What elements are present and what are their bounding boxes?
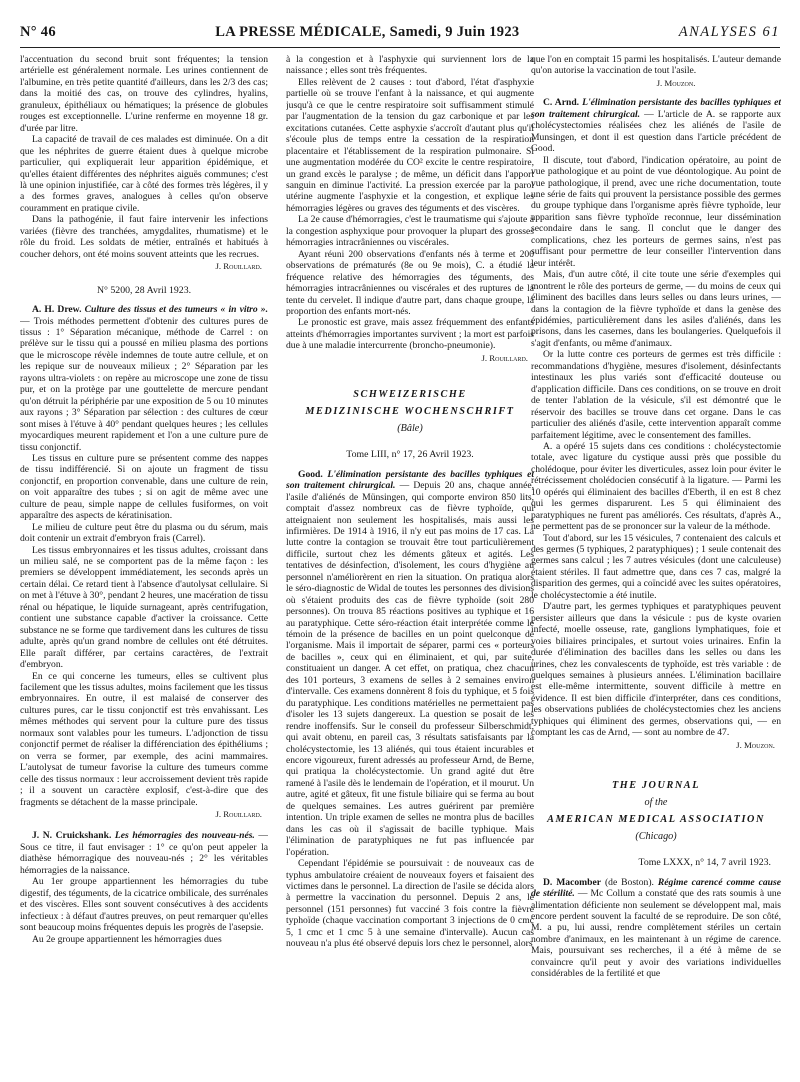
- header-rule: [20, 47, 780, 48]
- journal-name-line-2: of the: [644, 797, 668, 809]
- journal-name-line-2: MEDIZINISCHE WOCHENSCHRIFT: [305, 406, 515, 418]
- paragraph: Le pronostic est grave, mais assez fréquemment des enfants atteints d'hémorragies importantes survivent ; la mort est parfois due à une maladie intercurrente (broncho-pneumonie).: [286, 317, 534, 352]
- article-author: D. Macomber: [543, 876, 602, 888]
- article-text: — L'article de A. se rapporte aux cholécystectomies réalisées chez les aliénés de l'asile de Munsingen, et dont il est question dans l'article précédent de Good.: [531, 108, 781, 155]
- article-author: A. H. Drew.: [32, 304, 82, 316]
- paragraph: Au 1er groupe appartiennent les hémorragies du tube digestif, des téguments, de la cicatrice ombilicale, des surrénales et des viscères. Elles sont souvent consécutives à des accidents infectieux : à défaut d'autres preuves, on peut remarquer qu'elles sont beaucoup moins fréquentes depuis les progrès de l'asepsie.: [20, 876, 268, 934]
- paragraph: La capacité de travail de ces malades est diminuée. On a dit que les néphrites de guerre étaient dues à quelque microbe particulier, qui expliquerait leur apparition épidémique, et qu'elles étaient différentes des néphrites aiguës communes; c'est là une opinion injustifiée, car à côté des formes très légères, il y a des formes graves, analogues à celles qu'on observe couramment en pratique civile.: [20, 134, 268, 214]
- article-title: Les hémorragies des nouveau-nés.: [114, 830, 255, 842]
- paragraph: A. a opéré 15 sujets dans ces conditions : cholécystectomie totale, avec ligature du cystique aussi près que possible du cholédoque, pour éviter les diverticules, assez loin pour éviter le rétrécissement cholédocien consécutif à la ligature. — Parmi les 10 opérés qui éliminaient des bacilles d'Eberth, il en est 8 chez qui les germes disparurent. Les 5 qui éliminaient des paratyphiques ne furent pas améliorés. Ces résultats, d'après A., ne permettent pas de se prononcer sur la valeur de la méthode.: [531, 440, 781, 533]
- paragraph: Les tissus embryonnaires et les tissus adultes, croissant dans un milieu salé, ne se comportent pas de la même façon : les premiers se développent immédiatement, les seconds après un certain délai. Ce retard tient à l'absence d'autolysat cellulaire. Si on met à l'étuve à 30°, pendant 2 heures, une macération de tissu rénal ou hépatique, le liquide surnageant, après centrifugation, contient une substance capable d'activer la croissance. Cette substance ne se forme que tardivement dans les cultures de tissu adulte, après qu'un grand nombre de cellules ont été détruites. Elle paraît différer, par certains caractères, de l'extrait d'embryon.: [20, 544, 268, 671]
- page-number: N° 46: [20, 24, 56, 40]
- article-author: J. N. Cruickshank.: [32, 830, 112, 842]
- article-author: C. Arnd.: [543, 97, 580, 109]
- article-text: — Mc Collum a constaté que des rats soumis à une alimentation déficiente non seulement se développent mal, mais encore perdent souvent la faculté de se reproduire. De son côté, M. a pu, lui aussi, rendre complètement stériles un certain nombre d'animaux, en les maintenant à un régime de carence. Mais, poursuivant ses recherches, il a été à même de se convaincre qu'il peut y avoir des variations individuelles considérables de la fertilité et que: [531, 888, 781, 980]
- article-cruickshank: [20, 830, 268, 876]
- article-title: L'élimination persistante des bacilles typhiques et son traitement chirurgical.: [286, 468, 534, 492]
- paragraph: Elles relèvent de 2 causes : tout d'abord, l'état d'asphyxie partielle où se trouve l'enfant à la naissance, et qui augmente jusqu'à ce que le centre respiratoire soit suffisamment stimulé par l'augmentation de la tension du gaz carbonique et par les excitations cutanées. Cette asphyxie s'accroît d'autant plus qu'il s'écoule plus de temps entre la cessation de la respiration placentaire et l'établissement de la respiration pulmonaire. Si une augmentation modérée du CO² excite le centre respiratoire, un grand excès le paralyse ; de même, un déficit dans l'apport sanguin en diminue l'activité. La pression exercée par la paroi utérine augmente l'asphyxie et la congestion, et explique les hémorragies légères ou graves des téguments et des viscères.: [286, 76, 534, 214]
- paragraph: Mais, d'un autre côté, il cite toute une série d'exemples qui montrent le rôle des porteurs de germe, — du moins de ceux qui éliminent des bacilles dans leurs selles ou dans leurs urines, — dans la contagion de la fièvre typhoïde et dans la genèse des épidémies, particulièrement dans les asiles d'aliénés, dans les prisons, dans les casernes, dans les boulangeries. Quelquefois il s'agit d'enfants, ou même d'animaux.: [531, 269, 781, 349]
- paragraph: La 2e cause d'hémorragies, c'est le traumatisme qui s'ajoute à la congestion asphyxique pour provoquer la plupart des grosses hémorragies intracrâniennes ou viscérales.: [286, 214, 534, 249]
- column-2: [286, 54, 534, 1074]
- signature: J. Rouillard.: [215, 261, 262, 272]
- article-title: Culture des tissus et des tumeurs « in vitro ».: [84, 304, 268, 316]
- paragraph: D'autre part, les germes typhiques et paratyphiques peuvent persister ailleurs que dans la vésicule : pus de kyste ovarien infecté, moelle osseuse, rate, ganglions lymphatiques, foie et voies biliaires principales, et surtout voies urinaires. Enfin la durée d'élimination des bacilles dans les selles ou dans les urines, chez les convalescents de typhoïde, est très variable : de quelques semaines à plusieurs années. L'élimination bacillaire est elle-même intermittente, souvent difficile à mettre en évidence. Il est bien difficile d'interpréter, dans ces conditions, les observations publiées de cholécystectomies chez les anciens typhiques qui éliminent des germes, observations qui, — en comptant les cas de Arnd, — sont au nombre de 47.: [531, 601, 781, 739]
- article-text: — Sous ce titre, il faut envisager : 1° ce qu'on peut appeler la diathèse hémorragique des nouveau-nés ; 2° les véritables hémorragies de la naissance.: [20, 830, 268, 876]
- article-drew: [20, 304, 268, 453]
- paragraph: à la congestion et à l'asphyxie qui surviennent lors de la naissance ; elles sont très fréquentes.: [286, 54, 534, 77]
- signature: J. Rouillard.: [481, 352, 528, 363]
- paragraph: Tout d'abord, sur les 15 vésicules, 7 contenaient des calculs et des germes (5 typhiques, 2 paratyphiques) ; 1 seule contenait des germes sans calcul ; les 7 autres vésicules (dont une calculeuse) étaient stériles. Il faut admettre que, dans ces 7 cas, malgré la disparition des germes, qui a coïncidé avec les suites opératoires, le cholécystectomie a été inutile.: [531, 532, 781, 601]
- paragraph: Au 2e groupe appartiennent les hémorragies dues: [32, 933, 222, 945]
- journal-name-line-1: SCHWEIZERISCHE: [353, 389, 467, 401]
- paragraph: Cependant l'épidémie se poursuivait : de nouveaux cas de typhus ambulatoire créaient de nouveaux foyers et faisaient des victimes dans le personnel. La direction de l'asile se décida alors à permettre la vaccination du personnel. Depuis 2 ans, le personnel (151 personnes) fut vacciné 3 fois contre la fièvre typhoïde (chaque vaccination comportant 3 injections de 0 cmc 5, 1 cmc et 1 cmc 5 à une semaine d'intervalle). Aucun cas nouveau n'a plus été observé depuis lors chez le personnel, alors: [286, 858, 534, 950]
- paragraph: l'accentuation du second bruit sont fréquentes; la tension artérielle est généralement normale. Les urines contiennent de l'albumine, en très petite quantité d'ailleurs, dans les 2/3 des cas; dans la moitié des cas, on trouve des cylindres, hyalins, granuleux, épithéliaux ou hématiques; la présence de globules rouges est exceptionnelle. L'urine renferme en moyenne 18 gr. d'urée par litre.: [20, 54, 268, 134]
- journal-name-line-3: AMERICAN MEDICAL ASSOCIATION: [547, 814, 765, 826]
- paragraph: que l'on en comptait 15 parmi les hospitalisés. L'auteur demande qu'on autorise la vaccination de tout l'asile.: [531, 54, 781, 77]
- article-author: Good.: [298, 468, 323, 480]
- column-1: [20, 54, 268, 1074]
- article-text: — Trois méthodes permettent d'obtenir des cultures pures de tissus : 1° Séparation mécanique, méthode de Carrel : on prélève sur le tissu qui a poussé en milieu plasma des portions que le microscope révèle indemnes de toute autre cellule, et on les repique sur de nouveaux milieux ; 2° Séparation par les rayons ultra-violets : on repère au microscope une zone de tissu pur, et on la protège par une gouttelette de mercure pendant qu'on détruit la périphérie par une exposition de 5 ou 10 minutes aux rayons ; 3° Séparation par sélection : des cultures de cœur sont mises à l'étuve à 40° pendant quelques heures ; les cellules myocardiques meurent rapidement et l'on a une culture pure de tissu conjonctif.: [20, 315, 268, 453]
- article-title: L'élimination persistante des bacilles typhiques et son traitement chirurgical.: [531, 97, 781, 120]
- journal-city: (Chicago): [635, 831, 677, 843]
- article-macomber: [531, 877, 781, 980]
- article-title: Régime carencé comme cause de stérilité.: [531, 876, 781, 900]
- article-good: [286, 469, 534, 858]
- signature: J. Rouillard.: [215, 809, 262, 819]
- paragraph: Il discute, tout d'abord, l'indication opératoire, au point de vue pathologique et au point de vue déontologique. Au point de vue pathologique, il prend, avec une riche documentation, toute une série de faits qui prouvent la persistance possible des germes du groupe typhique dans l'organisme après fièvre typhoïde, leur apparition sans fièvre typhoïde reconnue, leur dissémination secondaire dans le sang. Il conclut que le danger des complications, chez les porteurs de germes sains, n'est pas suffisant pour permettre de leur conseiller l'intervention dans leur intérêt.: [531, 154, 781, 269]
- article-text: — Depuis 20 ans, chaque année, l'asile d'aliénés de Münsingen, qui comporte environ 850 lits, comptait d'assez nombreux cas de fièvre typhoïde, qui atteignaient non seulement les hospitalisés, mais aussi les infirmières. De 1914 à 1916, il n'y eut pas moins de 17 cas. La lutte contre la contagion se trouvait être tout particulièrement difficile, surtout chez les déments gâteux et agités. Les tentatives de désinfection, d'isolement, les cours d'hygiène au personnel n'améliorèrent en rien la situation. On pratiqua alors le séro-diagnostic de Widal de toutes les personnes des divisions où s'étaient produits des cas de fièvre typhoïde (soit 280 personnes). On trouva 85 réactions positives au typhique et 16 au paratyphique. Cette séro-réaction était interprétée comme le témoin de la présence de bacilles en un point quelconque de l'organisme. Mais il importait de séparer, parmi ces « porteurs de bacilles », ceux qui en éliminaient, et qui, par suite, constituaient un danger. A cet effet, on pratiqua, chez chacun des 101 porteurs, 3 examens de selles à 2 semaines environ d'intervalle. Ces examens donnèrent 8 fois du typhique, et 5 fois du paratyphique. Les conditions matérielles ne permettaient pas d'isoler les 13 sujets dangereux. La question se posait de les rendre inoffensifs. Sur le conseil du professeur Silberschmidt, qui avait obtenu, en pareil cas, 3 résultats satisfaisants par la cholécystectomie, les 13 aliénés, qui tous étaient incurables et encore vigoureux, furent adressés au professeur Arnd, de Berne, qui pratiqua la cholécystectomie. Un grand agité dut être ramené à l'asile dès le lendemain de l'opération, et il mourut. Un autre, agité et gâteux, fit une fistule biliaire qui se ferma au bout de quelques semaines. Les autres guérirent par première intention. Un triple examen de selles ne montra plus de bacilles dans les cas où il s'agissait de bacille typhique. Mais l'élimination de paratyphiques ne fut pas influencée par l'opération.: [286, 480, 534, 858]
- journal-city: (Bâle): [397, 423, 423, 435]
- issue-reference: Tome LIII, n° 17, 26 Avril 1923.: [346, 449, 474, 461]
- running-title: LA PRESSE MÉDICALE, Samedi, 9 Juin 1923: [215, 24, 520, 40]
- paragraph: En ce qui concerne les tumeurs, elles se cultivent plus facilement que les tissus adultes, moins facilement que les tissus embryonnaires. En outre, il est malaisé de conserver des cultures pures, car le tissu conjonctif est très envahissant. Les mêmes méthodes qui servent pour la culture pure des tissus normaux sont valables pour les tumeurs. L'adjonction de tissu conjonctif permet de réaliser la différenciation des épithéliums ; on verra se former, par exemple, des acini mammaires. L'autolysat de tumeur favorise la culture des tumeurs comme celle des tissus normaux : leur accroissement devient très rapide ; il a souvent un caractère explosif, c'est-à-dire que des fragments se détachent de la masse principale.: [20, 670, 268, 808]
- paragraph: Ayant réuni 200 observations d'enfants nés à terme et 200 observations de prématurés (8e ou 9e mois), C. a étudié la fréquence relative des hémorragies des téguments, des hémorragies intracrâniennes ou viscérales et des ruptures de la tente du cervelet. Il indique d'autre part, dans chaque groupe, la proportion des enfants mort-nés.: [286, 248, 534, 317]
- signature: J. Mouzon.: [656, 77, 696, 88]
- paragraph: Or la lutte contre ces porteurs de germes est très difficile : recommandations d'hygiène, mesures d'isolement, désinfectants intestinaux les plus variés sont d'efficacité douteuse ou d'application difficile. Dans ces conditions, on se trouve en droit de tenter l'ablation de la vésicule, s'il est démontré que le réservoir des bacilles se trouve dans cet organe. Dans le cas particulier des aliénés d'asile, cette intervention apparaît comme parfaitement légitime, avec le consentement des familles.: [531, 349, 781, 441]
- paragraph: Le milieu de culture peut être du plasma ou du sérum, mais doit contenir un extrait d'embryon frais (Carrel).: [20, 521, 268, 545]
- column-3: [531, 54, 781, 1074]
- page-header: [20, 24, 780, 46]
- paragraph: Les tissus en culture pure se présentent comme des nappes de tissu indifférencié. Si on ajoute un fragment de tissu conjonctif, en proportion convenable, dans une culture de rein, on voit apparaître des tubes ; si on agit de même avec une culture de peau, simple nappe de cellules fusiformes, on voit apparaître des aspects de kératinisation.: [20, 452, 268, 522]
- section-page: ANALYSES 61: [678, 24, 780, 40]
- journal-name-line-1: THE JOURNAL: [611, 780, 701, 792]
- article-arnd: [531, 97, 781, 154]
- paragraph: Dans la pathogénie, il faut faire intervenir les infections variées (fièvre des tranchées, amygdalites, rhumatisme) et le rôle du froid. Les soldats de métier, entraînés et habitués à coucher dehors, ont été moins souvent atteints que les recrues.: [20, 214, 268, 260]
- issue-reference: Tome LXXX, n° 14, 7 avril 1923.: [638, 857, 771, 869]
- issue-reference: N° 5200, 28 Avril 1923.: [96, 284, 192, 296]
- journal-heading: [286, 386, 534, 437]
- article-author-place: (de Boston).: [604, 876, 654, 888]
- signature: J. Mouzon.: [736, 739, 775, 750]
- journal-heading: [531, 777, 781, 845]
